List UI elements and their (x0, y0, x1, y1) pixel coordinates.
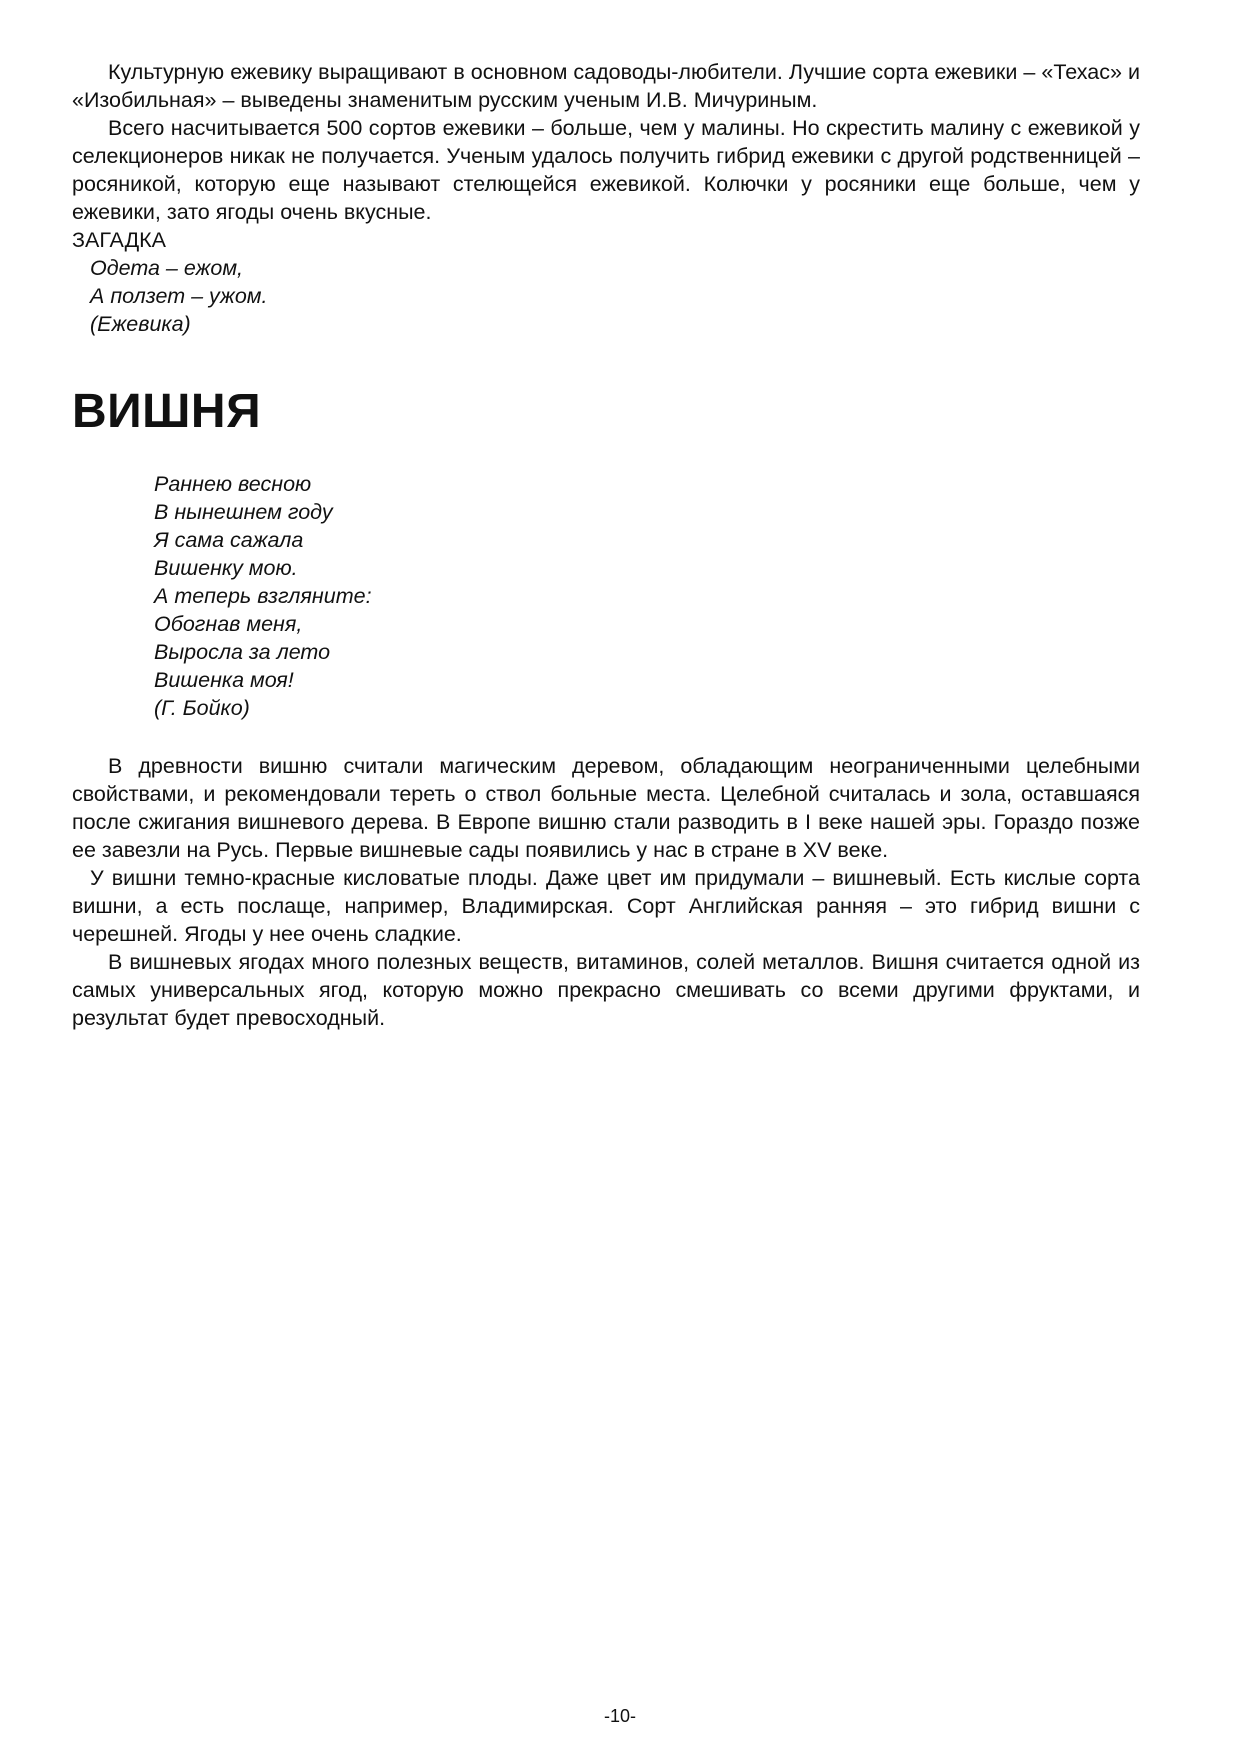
riddle-title: ЗАГАДКА (72, 228, 167, 252)
poem-line: Обогнав меня, (154, 612, 303, 636)
page-content (72, 58, 1140, 1032)
riddle-answer: (Ежевика) (90, 312, 191, 336)
section-heading-cherry: ВИШНЯ (72, 385, 262, 438)
poem-line: Выросла за лето (154, 640, 331, 664)
cherry-poem (72, 470, 1140, 722)
poem-author: (Г. Бойко) (154, 696, 250, 720)
cherry-body (72, 752, 1140, 1032)
riddle-line: А ползет – ужом. (90, 284, 268, 308)
page-number: -10- (603, 1706, 636, 1726)
riddle-verse (72, 254, 1140, 338)
cherry-paragraph-1: В древности вишню считали магическим деревом, обладающим неограниченными целебными свойствами, и рекомендовали тереть о ствол больные места. Целебной считалась и зола, оставшаяся после сжигания вишневого дерева. В Европе вишню стали разводить в I веке нашей эры. Гораздо позже ее завезли на Русь. Первые вишневые сады появились у нас в стране в XV веке. (72, 754, 1140, 862)
poem-line: В нынешнем году (154, 500, 333, 524)
blackberry-paragraph-1: Культурную ежевику выращивают в основном садоводы-любители. Лучшие сорта ежевики – «Техас» и «Изобильная» – выведены знаменитым русским ученым И.В. Мичуриным. (72, 60, 1140, 112)
blackberry-paragraph-2: Всего насчитывается 500 сортов ежевики – больше, чем у малины. Но скрестить малину с ежевикой у селекционеров никак не получается. Ученым удалось получить гибрид ежевики с другой родственницей – росяникой, которую еще называют стелющейся ежевикой. Колючки у росяники еще больше, чем у ежевики, зато ягоды очень вкусные. (72, 116, 1140, 224)
poem-line: Вишенка моя! (154, 668, 294, 692)
riddle-line: Одета – ежом, (90, 256, 244, 280)
poem-line: Я сама сажала (154, 528, 304, 552)
cherry-paragraph-3: В вишневых ягодах много полезных веществ, витаминов, солей металлов. Вишня считается одной из самых универсальных ягод, которую можно прекрасно смешивать со всеми другими фруктами, и результат будет превосходный. (72, 950, 1140, 1030)
poem-line: Вишенку мою. (154, 556, 298, 580)
cherry-paragraph-2: У вишни темно-красные кисловатые плоды. Даже цвет им придумали – вишневый. Есть кислые сорта вишни, а есть послаще, например, Владимирская. Сорт Английская ранняя – это гибрид вишни с черешней. Ягоды у нее очень сладкие. (72, 866, 1140, 946)
poem-line: А теперь взгляните: (154, 584, 372, 608)
poem-line: Раннею весною (154, 472, 312, 496)
